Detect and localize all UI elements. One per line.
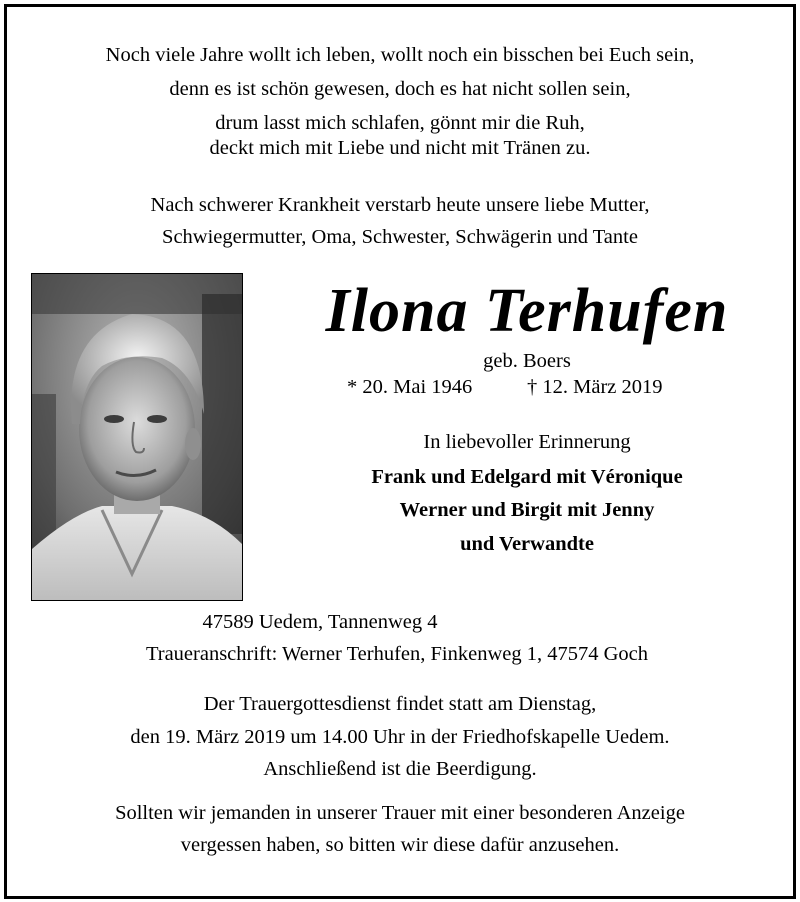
announcement-line-2: Schwiegermutter, Oma, Schwester, Schwägerin und Tante: [162, 226, 638, 248]
portrait-photo: [31, 273, 243, 601]
closing-line-1: Sollten wir jemanden in unserer Trauer mit einer besonderen Anzeige: [115, 802, 685, 824]
mourner-line-1: Frank und Edelgard mit Véronique: [371, 466, 683, 488]
maiden-name: geb. Boers: [483, 350, 571, 372]
mourner-line-2: Werner und Birgit mit Jenny: [399, 499, 655, 521]
service-line-2: den 19. März 2019 um 14.00 Uhr in der Friedhofskapelle Uedem.: [130, 726, 670, 748]
service-line-1: Der Trauergottesdienst findet statt am Dienstag,: [203, 693, 597, 715]
residence-address: 47589 Uedem, Tannenweg 4: [202, 611, 438, 633]
service-line-3: Anschließend ist die Beerdigung.: [263, 758, 537, 780]
mourning-address: Traueranschrift: Werner Terhufen, Finkenweg 1, 47574 Goch: [145, 643, 649, 665]
remembrance-intro: In liebevoller Erinnerung: [423, 431, 631, 453]
birth-date: * 20. Mai 1946: [347, 376, 473, 398]
poem-line-1: Noch viele Jahre wollt ich leben, wollt noch ein bisschen bei Euch sein,: [105, 44, 695, 66]
obituary-frame: [4, 4, 796, 899]
deceased-name: Ilona Terhufen: [325, 277, 729, 345]
poem-line-3: drum lasst mich schlafen, gönnt mir die Ruh,: [215, 112, 585, 134]
poem-line-2: denn es ist schön gewesen, doch es hat nicht sollen sein,: [169, 78, 631, 100]
poem-line-4: deckt mich mit Liebe und nicht mit Tränen zu.: [209, 137, 591, 159]
death-date: † 12. März 2019: [527, 376, 663, 398]
closing-line-2: vergessen haben, so bitten wir diese dafür anzusehen.: [180, 834, 620, 856]
announcement-line-1: Nach schwerer Krankheit verstarb heute unsere liebe Mutter,: [150, 194, 650, 216]
mourner-line-3: und Verwandte: [460, 533, 594, 555]
